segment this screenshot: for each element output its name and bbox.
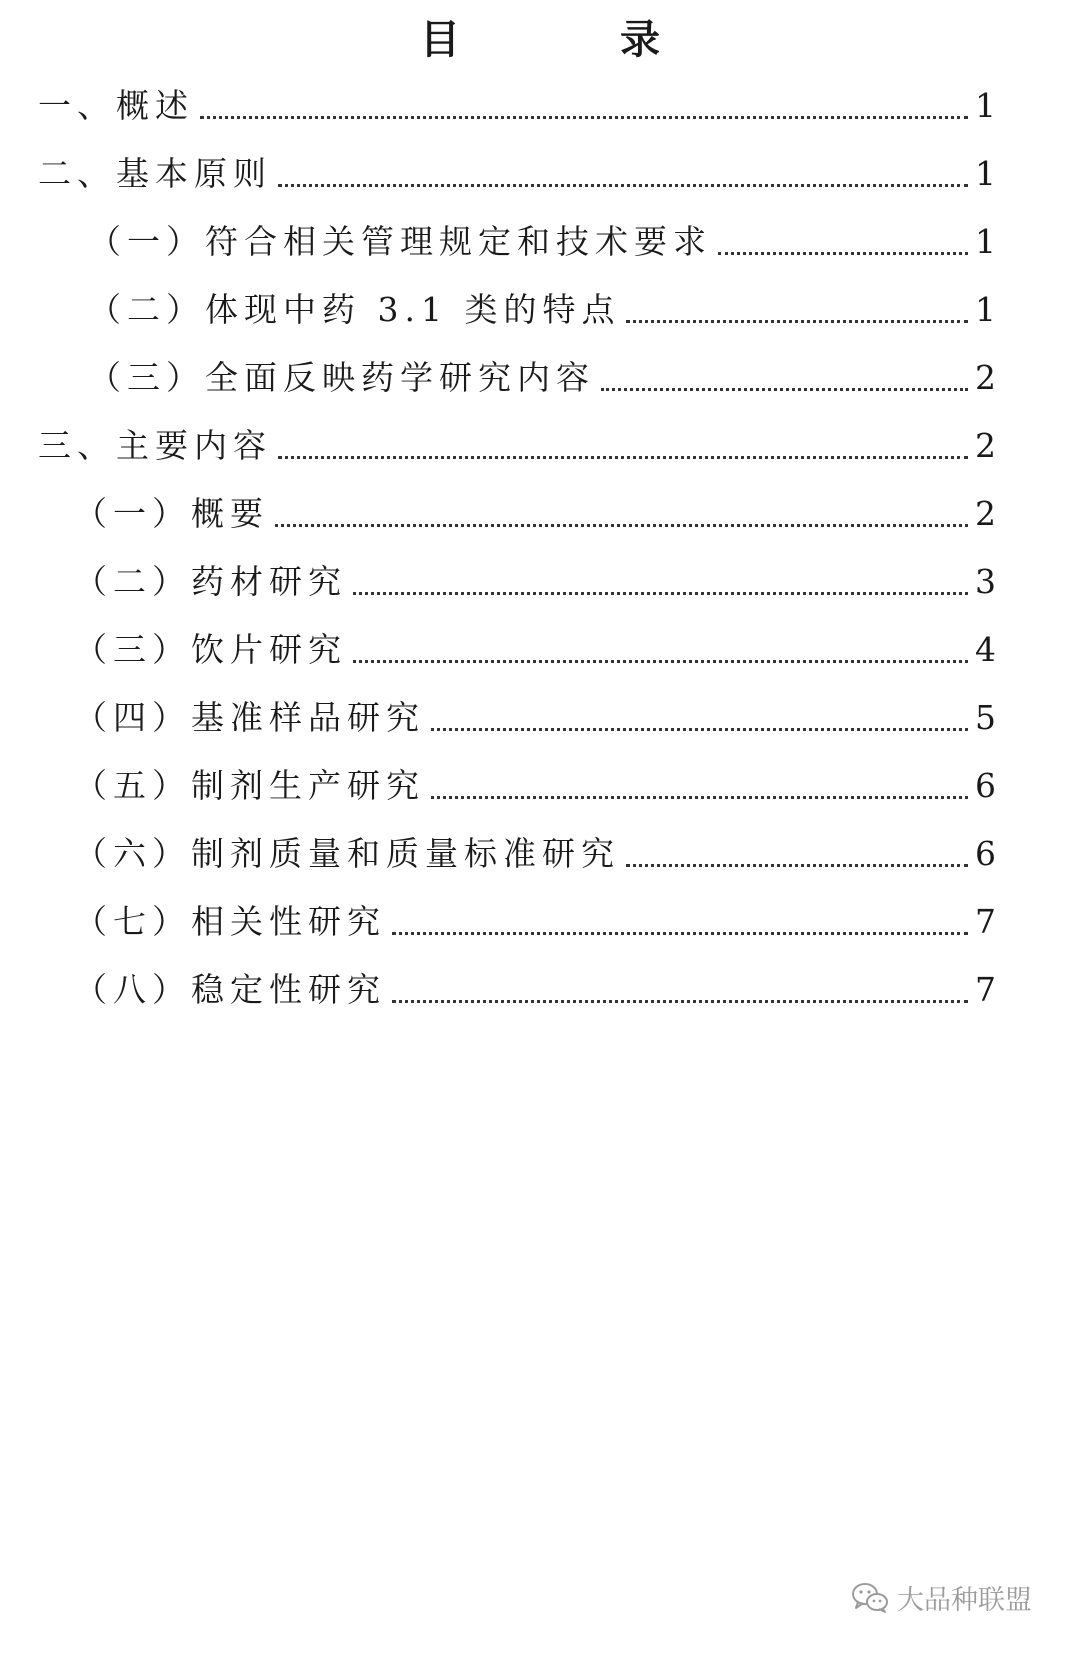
toc-entry[interactable] — [74, 560, 996, 604]
toc-entry-page: 1 — [975, 86, 996, 125]
toc-entry-label: （一）符合相关管理规定和技术要求 — [88, 222, 712, 261]
toc-entry-page: 4 — [975, 630, 996, 669]
toc-entry-label: 三、主要内容 — [38, 426, 272, 465]
toc-entry-label: （六）制剂质量和质量标准研究 — [74, 834, 620, 873]
toc-entry[interactable] — [88, 288, 996, 332]
page-title: 目 录 — [420, 16, 720, 63]
toc-entry-page: 1 — [975, 154, 996, 193]
toc-entry-label: （一）概要 — [74, 494, 269, 533]
toc-entry-page: 3 — [975, 562, 996, 601]
dot-leader — [601, 388, 968, 391]
wechat-icon — [851, 1582, 889, 1614]
toc-entry[interactable] — [74, 492, 996, 536]
dot-leader — [431, 728, 968, 731]
toc-entry-label: 二、基本原则 — [38, 154, 272, 193]
toc-entry[interactable] — [38, 152, 996, 196]
dot-leader — [200, 116, 968, 119]
dot-leader — [278, 184, 968, 187]
toc-entry[interactable] — [74, 628, 996, 672]
toc-entry-page: 2 — [975, 426, 996, 465]
toc-entry-label: （八）稳定性研究 — [74, 970, 386, 1009]
toc-entry[interactable] — [74, 696, 996, 740]
toc-entry-page: 7 — [975, 902, 996, 941]
toc-entry[interactable] — [38, 424, 996, 468]
dot-leader — [353, 592, 968, 595]
toc-entry[interactable] — [74, 968, 996, 1012]
toc-entry-label: （二）药材研究 — [74, 562, 347, 601]
toc-entry-page: 1 — [975, 222, 996, 261]
dot-leader — [275, 524, 968, 527]
toc-entry-label: （四）基准样品研究 — [74, 698, 425, 737]
toc-entry-page: 7 — [975, 970, 996, 1009]
toc-entry[interactable] — [88, 356, 996, 400]
toc-entry[interactable] — [74, 764, 996, 808]
toc-entry-page: 5 — [975, 698, 996, 737]
toc-entry-label: 一、概述 — [38, 86, 194, 125]
toc-entry-label: （七）相关性研究 — [74, 902, 386, 941]
toc-entry-label: （二）体现中药 3.1 类的特点 — [88, 290, 621, 329]
dot-leader — [431, 796, 968, 799]
dot-leader — [278, 456, 968, 459]
dot-leader — [392, 1000, 968, 1003]
dot-leader — [392, 932, 968, 935]
dot-leader — [718, 252, 968, 255]
dot-leader — [626, 320, 968, 323]
toc-entry[interactable] — [38, 84, 996, 128]
toc-entry-label: （三）全面反映药学研究内容 — [88, 358, 595, 397]
toc-entry-page: 6 — [975, 834, 996, 873]
toc-entry-page: 1 — [975, 290, 996, 329]
toc-entry[interactable] — [74, 832, 996, 876]
watermark-text: 大品种联盟 — [897, 1585, 1032, 1616]
toc-entry-label: （五）制剂生产研究 — [74, 766, 425, 805]
dot-leader — [626, 864, 968, 867]
toc-entry-page: 2 — [975, 494, 996, 533]
watermark — [851, 1578, 1032, 1617]
toc-entry-page: 6 — [975, 766, 996, 805]
toc-entry[interactable] — [88, 220, 996, 264]
toc-entry[interactable] — [74, 900, 996, 944]
toc-entry-page: 2 — [975, 358, 996, 397]
dot-leader — [353, 660, 968, 663]
toc-entry-label: （三）饮片研究 — [74, 630, 347, 669]
